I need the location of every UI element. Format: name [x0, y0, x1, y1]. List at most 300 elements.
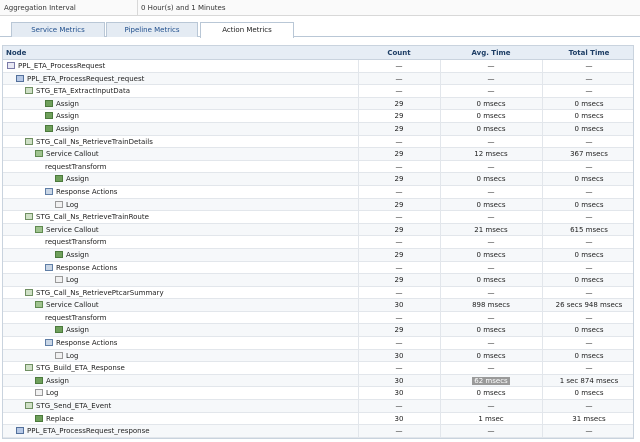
column-divider — [440, 387, 441, 399]
node-name: Assign — [56, 99, 79, 108]
node-cell — [45, 238, 106, 246]
count-cell-value: 29 — [394, 326, 404, 335]
avg-time-cell-value: — — [487, 402, 495, 411]
assign-icon — [55, 175, 63, 182]
avg-time-cell — [441, 364, 541, 372]
node-name: Log — [66, 200, 79, 209]
column-divider — [542, 199, 543, 211]
count-cell — [359, 301, 439, 309]
node-name: Service Callout — [46, 301, 99, 310]
count-cell — [359, 251, 439, 259]
total-time-cell — [543, 150, 635, 158]
column-divider — [440, 350, 441, 362]
total-time-cell-value: — — [585, 74, 593, 83]
column-divider — [440, 287, 441, 299]
total-time-cell — [543, 175, 635, 183]
total-time-cell — [543, 377, 635, 385]
tab-action-metrics[interactable]: Action Metrics — [200, 22, 294, 38]
column-divider — [358, 211, 359, 223]
column-divider — [542, 211, 543, 223]
assign-icon — [35, 415, 43, 422]
node-cell — [45, 339, 117, 347]
total-time-cell-value: — — [585, 427, 593, 436]
avg-time-cell-value: — — [487, 162, 495, 171]
total-time-cell — [543, 289, 635, 297]
table-row[interactable] — [3, 400, 633, 413]
count-cell — [359, 75, 439, 83]
avg-time-cell-value: — — [487, 288, 495, 297]
total-time-cell-value: 0 msecs — [574, 200, 604, 209]
table-row[interactable] — [3, 337, 633, 350]
header-avg-time[interactable]: Avg. Time — [471, 49, 511, 57]
avg-time-cell-value: 1 msec — [478, 414, 504, 423]
total-time-cell-value: — — [585, 213, 593, 222]
aggregation-interval-row — [0, 0, 640, 16]
total-time-cell-value: — — [585, 313, 593, 322]
total-time-cell-value: 0 msecs — [574, 351, 604, 360]
action-metrics-table — [2, 45, 634, 439]
total-time-cell — [543, 163, 635, 171]
node-name: requestTransform — [45, 238, 107, 247]
total-time-cell — [543, 402, 635, 410]
avg-time-cell-value: — — [487, 427, 495, 436]
total-time-cell-value: 0 msecs — [574, 124, 604, 133]
node-name: Response Actions — [56, 263, 118, 272]
table-row[interactable] — [3, 60, 633, 73]
count-cell — [359, 289, 439, 297]
avg-time-cell — [441, 62, 541, 70]
node-name: Assign — [56, 112, 79, 121]
avg-time-cell-value: 21 msecs — [474, 225, 508, 234]
avg-time-cell — [441, 138, 541, 146]
column-divider — [542, 249, 543, 261]
total-time-cell-value: — — [585, 187, 593, 196]
count-cell — [359, 175, 439, 183]
node-cell — [35, 377, 69, 385]
column-divider — [440, 73, 441, 85]
count-cell-value: — — [395, 288, 403, 297]
total-time-cell-value: — — [585, 238, 593, 247]
response-actions-icon — [45, 339, 53, 346]
table-row[interactable] — [3, 73, 633, 86]
column-divider — [440, 362, 441, 374]
column-divider — [440, 400, 441, 412]
column-divider — [542, 312, 543, 324]
avg-time-cell — [441, 339, 541, 347]
count-cell — [359, 87, 439, 95]
avg-time-cell — [441, 352, 541, 360]
count-cell-value: 29 — [394, 124, 404, 133]
table-row[interactable] — [3, 312, 633, 325]
total-time-cell — [543, 314, 635, 322]
column-divider — [358, 224, 359, 236]
node-cell — [25, 289, 164, 297]
total-time-cell — [543, 201, 635, 209]
count-cell — [359, 163, 439, 171]
total-time-cell-value: 0 msecs — [574, 175, 604, 184]
node-cell — [25, 402, 111, 410]
column-divider — [358, 60, 359, 72]
count-cell-value: — — [395, 263, 403, 272]
total-time-cell — [543, 138, 635, 146]
avg-time-cell — [441, 201, 541, 209]
node-cell — [25, 138, 153, 146]
metrics-tabs — [0, 19, 640, 37]
table-row[interactable] — [3, 98, 633, 111]
column-divider — [440, 274, 441, 286]
column-divider — [542, 350, 543, 362]
assign-icon — [45, 100, 53, 107]
column-divider — [358, 161, 359, 173]
avg-time-cell-value: 0 msecs — [476, 200, 506, 209]
count-cell-value: — — [395, 238, 403, 247]
table-row[interactable] — [3, 173, 633, 186]
aggregation-interval-value: 0 Hour(s) and 1 Minutes — [141, 4, 226, 12]
column-divider — [440, 123, 441, 135]
column-divider — [440, 236, 441, 248]
total-time-cell-value: — — [585, 339, 593, 348]
total-time-cell — [543, 389, 635, 397]
avg-time-cell — [441, 377, 541, 385]
column-divider — [542, 136, 543, 148]
avg-time-cell — [441, 314, 541, 322]
node-name: Assign — [46, 376, 69, 385]
count-cell-value: — — [395, 213, 403, 222]
column-divider — [358, 324, 359, 336]
node-name: Service Callout — [46, 150, 99, 159]
column-divider — [542, 413, 543, 425]
avg-time-cell-value: — — [487, 238, 495, 247]
total-time-cell — [543, 415, 635, 423]
count-cell-value: 29 — [394, 225, 404, 234]
column-divider — [440, 199, 441, 211]
assign-icon — [55, 326, 63, 333]
avg-time-cell — [441, 238, 541, 246]
avg-time-cell-value: 0 msecs — [476, 351, 506, 360]
pipeline-pair-icon — [7, 62, 15, 69]
column-divider — [358, 312, 359, 324]
table-row[interactable] — [3, 148, 633, 161]
node-name: STG_Call_Ns_RetrieveTrainRoute — [36, 213, 149, 222]
table-row[interactable] — [3, 362, 633, 375]
column-divider — [542, 173, 543, 185]
column-divider — [542, 400, 543, 412]
avg-time-cell — [441, 100, 541, 108]
column-divider — [440, 136, 441, 148]
avg-time-cell — [441, 389, 541, 397]
node-name: Assign — [66, 250, 89, 259]
column-divider — [440, 85, 441, 97]
total-time-cell — [543, 276, 635, 284]
node-cell — [55, 251, 89, 259]
node-name: requestTransform — [45, 313, 107, 322]
avg-time-cell-value: — — [487, 213, 495, 222]
count-cell — [359, 415, 439, 423]
node-name: STG_Build_ETA_Response — [36, 364, 125, 373]
log-icon — [55, 276, 63, 283]
column-divider — [542, 375, 543, 387]
node-cell — [45, 163, 106, 171]
total-time-cell-value: 0 msecs — [574, 326, 604, 335]
table-row[interactable] — [3, 425, 633, 438]
node-name: STG_Send_ETA_Event — [36, 402, 112, 411]
total-time-cell — [543, 326, 635, 334]
avg-time-cell — [441, 175, 541, 183]
avg-time-cell-value: 12 msecs — [474, 150, 508, 159]
table-row[interactable] — [3, 110, 633, 123]
node-name: Assign — [56, 124, 79, 133]
avg-time-cell — [441, 251, 541, 259]
table-row[interactable] — [3, 136, 633, 149]
table-row[interactable] — [3, 413, 633, 426]
avg-time-cell — [441, 87, 541, 95]
total-time-cell-value: — — [585, 137, 593, 146]
column-divider — [358, 199, 359, 211]
header-node[interactable]: Node — [6, 49, 27, 57]
table-row[interactable] — [3, 324, 633, 337]
column-divider — [358, 173, 359, 185]
avg-time-cell-value: — — [487, 263, 495, 272]
column-divider — [440, 413, 441, 425]
column-divider — [358, 262, 359, 274]
total-time-cell-value: 615 msecs — [570, 225, 608, 234]
column-divider — [542, 123, 543, 135]
column-divider — [440, 110, 441, 122]
count-cell-value: 30 — [394, 414, 404, 423]
avg-time-cell-value: — — [487, 74, 495, 83]
table-row[interactable] — [3, 186, 633, 199]
column-divider — [358, 85, 359, 97]
avg-time-cell-value: — — [487, 187, 495, 196]
total-time-cell — [543, 112, 635, 120]
response-actions-icon — [45, 264, 53, 271]
column-divider — [440, 312, 441, 324]
column-divider — [358, 186, 359, 198]
count-cell-value: 30 — [394, 389, 404, 398]
column-divider — [358, 73, 359, 85]
column-divider — [542, 186, 543, 198]
column-divider — [358, 148, 359, 160]
node-name: STG_Call_Ns_RetrieveTrainDetails — [36, 137, 153, 146]
column-divider — [440, 249, 441, 261]
avg-time-cell — [441, 301, 541, 309]
count-cell — [359, 276, 439, 284]
avg-time-cell-value: 0 msecs — [476, 112, 506, 121]
count-cell-value: 29 — [394, 99, 404, 108]
column-divider — [440, 337, 441, 349]
avg-time-cell — [441, 112, 541, 120]
avg-time-cell-value: — — [487, 62, 495, 70]
table-row[interactable] — [3, 387, 633, 400]
header-total-time[interactable]: Total Time — [568, 49, 610, 57]
node-name: STG_ETA_ExtractInputData — [36, 87, 130, 96]
count-cell-value: 30 — [394, 376, 404, 385]
table-row[interactable] — [3, 287, 633, 300]
avg-time-cell — [441, 150, 541, 158]
total-time-cell — [543, 339, 635, 347]
total-time-cell-value: — — [585, 402, 593, 411]
node-cell — [55, 276, 79, 284]
table-row[interactable] — [3, 85, 633, 98]
count-cell-value: — — [395, 339, 403, 348]
node-cell — [55, 175, 89, 183]
avg-time-cell — [441, 213, 541, 221]
total-time-cell-value: 1 sec 874 msecs — [559, 376, 619, 385]
total-time-cell-value: 26 secs 948 msecs — [555, 301, 623, 310]
pipeline-icon — [16, 427, 24, 434]
node-cell — [45, 188, 117, 196]
count-cell — [359, 314, 439, 322]
table-row[interactable] — [3, 236, 633, 249]
node-name: PPL_ETA_ProcessRequest_request — [27, 74, 145, 83]
column-divider — [358, 123, 359, 135]
total-time-cell-value: 367 msecs — [570, 150, 608, 159]
column-divider — [542, 425, 543, 437]
stage-icon — [25, 138, 33, 145]
assign-icon — [45, 125, 53, 132]
avg-time-cell — [441, 75, 541, 83]
avg-time-cell-value: — — [487, 87, 495, 96]
node-cell — [55, 352, 79, 360]
count-cell-value: — — [395, 62, 403, 70]
column-divider — [358, 274, 359, 286]
avg-time-cell — [441, 402, 541, 410]
column-divider — [358, 136, 359, 148]
total-time-cell — [543, 188, 635, 196]
table-row[interactable] — [3, 249, 633, 262]
avg-time-cell — [441, 163, 541, 171]
count-cell — [359, 352, 439, 360]
column-divider — [358, 400, 359, 412]
column-divider — [358, 350, 359, 362]
node-cell — [55, 201, 79, 209]
total-time-cell-value: — — [585, 87, 593, 96]
count-cell-value: — — [395, 427, 403, 436]
header-count[interactable]: Count — [387, 49, 411, 57]
total-time-cell-value: 0 msecs — [574, 276, 604, 285]
total-time-cell — [543, 213, 635, 221]
node-cell — [45, 125, 79, 133]
count-cell — [359, 213, 439, 221]
table-row[interactable] — [3, 262, 633, 275]
column-divider — [542, 161, 543, 173]
assign-icon — [35, 377, 43, 384]
column-divider — [440, 186, 441, 198]
table-row[interactable] — [3, 274, 633, 287]
column-divider — [542, 98, 543, 110]
column-divider — [542, 337, 543, 349]
total-time-cell — [543, 100, 635, 108]
table-header — [3, 46, 633, 60]
count-cell — [359, 150, 439, 158]
count-cell-value: 29 — [394, 200, 404, 209]
avg-time-cell-value: 62 msecs — [474, 376, 508, 385]
column-divider — [542, 60, 543, 72]
node-cell — [35, 226, 99, 234]
aggregation-divider — [137, 0, 138, 16]
column-divider — [440, 299, 441, 311]
table-row[interactable] — [3, 375, 633, 388]
total-time-cell — [543, 427, 635, 435]
total-time-cell-value: 0 msecs — [574, 250, 604, 259]
column-divider — [358, 413, 359, 425]
column-divider — [440, 60, 441, 72]
total-time-cell-value: 0 msecs — [574, 389, 604, 398]
total-time-cell-value: — — [585, 162, 593, 171]
node-name: PPL_ETA_ProcessRequest — [18, 62, 106, 70]
column-divider — [440, 161, 441, 173]
avg-time-cell-value: 0 msecs — [476, 276, 506, 285]
table-row[interactable] — [3, 299, 633, 312]
count-cell-value: — — [395, 313, 403, 322]
table-row[interactable] — [3, 161, 633, 174]
tab-pipeline-metrics[interactable]: Pipeline Metrics — [106, 22, 198, 37]
column-divider — [542, 73, 543, 85]
service-callout-icon — [35, 226, 43, 233]
node-cell — [25, 364, 125, 372]
avg-time-cell — [441, 427, 541, 435]
count-cell-value: 29 — [394, 175, 404, 184]
column-divider — [440, 224, 441, 236]
column-divider — [440, 324, 441, 336]
table-row[interactable] — [3, 211, 633, 224]
total-time-cell-value: — — [585, 288, 593, 297]
service-callout-icon — [35, 150, 43, 157]
node-name: Log — [66, 276, 79, 285]
total-time-cell — [543, 251, 635, 259]
column-divider — [542, 110, 543, 122]
total-time-cell-value: — — [585, 364, 593, 373]
table-row[interactable] — [3, 123, 633, 136]
count-cell-value: — — [395, 364, 403, 373]
node-cell — [7, 62, 105, 70]
column-divider — [358, 375, 359, 387]
avg-time-cell-value: — — [487, 137, 495, 146]
table-row[interactable] — [3, 199, 633, 212]
total-time-cell — [543, 75, 635, 83]
count-cell — [359, 238, 439, 246]
count-cell — [359, 226, 439, 234]
column-divider — [542, 236, 543, 248]
total-time-cell-value: 0 msecs — [574, 112, 604, 121]
avg-time-cell — [441, 276, 541, 284]
node-name: requestTransform — [45, 162, 107, 171]
count-cell — [359, 364, 439, 372]
column-divider — [440, 425, 441, 437]
service-callout-icon — [35, 301, 43, 308]
count-cell-value: 29 — [394, 150, 404, 159]
total-time-cell — [543, 87, 635, 95]
node-cell — [25, 87, 130, 95]
total-time-cell — [543, 62, 635, 70]
count-cell-value: — — [395, 137, 403, 146]
column-divider — [358, 362, 359, 374]
log-icon — [55, 352, 63, 359]
pipeline-icon — [16, 75, 24, 82]
assign-icon — [45, 112, 53, 119]
avg-time-cell — [441, 125, 541, 133]
column-divider — [542, 287, 543, 299]
total-time-cell — [543, 125, 635, 133]
avg-time-cell — [441, 188, 541, 196]
table-row[interactable] — [3, 350, 633, 363]
stage-icon — [25, 87, 33, 94]
tab-service-metrics[interactable]: Service Metrics — [11, 22, 105, 37]
avg-time-cell-value: 0 msecs — [476, 250, 506, 259]
table-row[interactable] — [3, 224, 633, 237]
column-divider — [440, 262, 441, 274]
count-cell-value: 29 — [394, 112, 404, 121]
